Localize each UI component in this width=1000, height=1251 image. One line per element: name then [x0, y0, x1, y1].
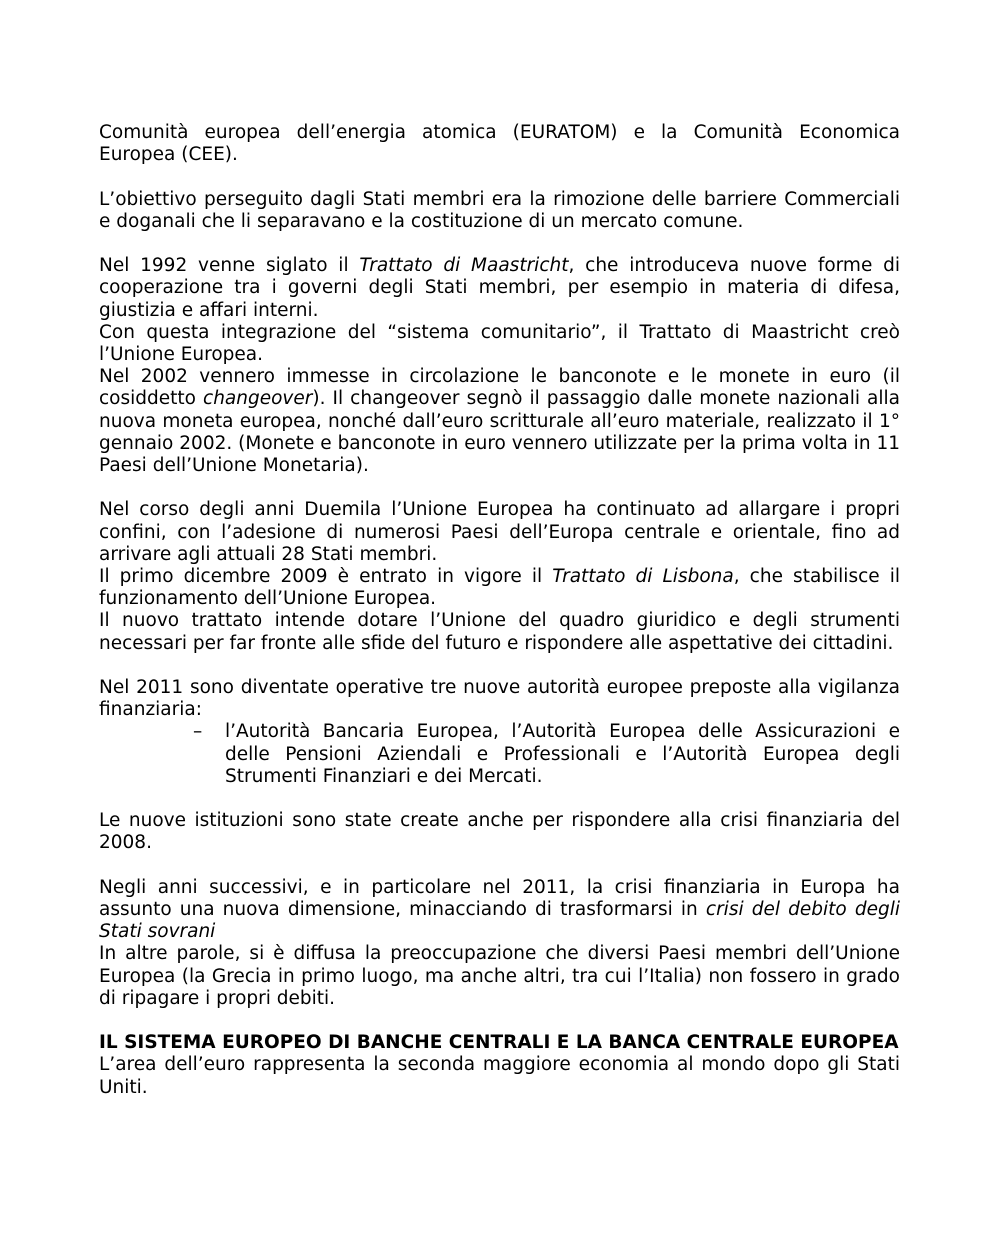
- paragraph-gap: [99, 855, 900, 877]
- text-run: , che stabilisce il funzionamento dell’Unione Europea.: [99, 566, 901, 610]
- paragraph-enlargement: Nel corso degli anni Duemila l’Unione Europea ha continuato ad allargare i propri confini, con l’adesione di numerosi Paesi dell’Europa centrale e orientale, fino ad arrivare agli attuali 28 Stati membri.: [99, 499, 900, 565]
- paragraph-gap: [99, 655, 900, 677]
- text-run: Negli anni successivi, e in particolare nel 2011, la crisi finanziaria in Europa ha assunto una nuova dimensione, minacciando di trasformarsi in: [99, 876, 900, 921]
- paragraph-changeover: [99, 366, 900, 477]
- text-run: Nel 1992 venne siglato il: [99, 255, 360, 277]
- paragraph-authorities: Nel 2011 sono diventate operative tre nuove autorità europee preposte alla vigilanza finanziaria:: [99, 677, 900, 721]
- paragraph-gap: [99, 1010, 900, 1032]
- list-item-text: l’Autorità Bancaria Europea, l’Autorità Europea delle Assicurazioni e delle Pensioni Aziendali e Professionali e l’Autorità Europea degli Strumenti Finanziari e dei Mercati.: [225, 721, 900, 787]
- paragraph-lisbona: [99, 566, 900, 610]
- document-page: [99, 122, 900, 1099]
- text-run: ). Il changeover segnò il passaggio dalle monete nazionali alla nuova moneta europea, nonché dall’euro scritturale all’euro materiale, realizzato il 1° gennaio 2002. (Monete e banconote in euro vennero utilizzate per la prima volta in 11 Paesi dell’Unione Monetaria).: [99, 388, 900, 477]
- paragraph-gap: [99, 166, 900, 188]
- italic-text-lisbona: Trattato di Lisbona: [552, 566, 734, 588]
- paragraph-maastricht: [99, 255, 900, 322]
- dash-bullet-icon: –: [193, 721, 203, 743]
- paragraph-gap: [99, 233, 900, 255]
- paragraph-concern: In altre parole, si è diffusa la preoccupazione che diversi Paesi membri dell’Unione Europea (la Grecia in primo luogo, ma anche altri, tra cui l’Italia) non fossero in grado di ripagare i propri debiti.: [99, 943, 900, 1009]
- paragraph-debt-crisis: [99, 877, 900, 944]
- list-item: [99, 721, 900, 788]
- section-heading: IL SISTEMA EUROPEO DI BANCHE CENTRALI E LA BANCA CENTRALE EUROPEA: [99, 1032, 899, 1054]
- italic-text-changeover: changeover: [203, 388, 313, 410]
- paragraph-gap: [99, 477, 900, 499]
- authorities-list: [99, 721, 900, 788]
- text-run: Nel 2002 vennero immesse in circolazione le banconote e le monete in euro (il cosiddetto: [99, 366, 900, 410]
- paragraph-euratom-cee: Comunità europea dell’energia atomica (EURATOM) e la Comunità Economica Europea (CEE).: [99, 122, 900, 166]
- italic-text-debt-crisis: crisi del debito degli Stati sovrani: [99, 899, 900, 943]
- paragraph-objective: L’obiettivo perseguito dagli Stati membri era la rimozione delle barriere Commerciali e doganali che li separavano e la costituzione di un mercato comune.: [99, 188, 900, 232]
- paragraph-new-institutions: Le nuove istituzioni sono state create anche per rispondere alla crisi finanziaria del 2008.: [99, 810, 900, 854]
- paragraph-sistema-comunitario: Con questa integrazione del “sistema comunitario”, il Trattato di Maastricht creò l’Unione Europea.: [99, 321, 900, 365]
- text-run: Il primo dicembre 2009 è entrato in vigore il: [99, 566, 553, 588]
- paragraph-new-treaty: Il nuovo trattato intende dotare l’Unione del quadro giuridico e degli strumenti necessari per far fronte alle sfide del futuro e rispondere alle aspettative dei cittadini.: [99, 610, 900, 654]
- text-run: , che introduceva nuove forme di cooperazione tra i governi degli Stati membri, per esempio in materia di difesa, giustizia e affari interni.: [99, 255, 900, 321]
- paragraph-gap: [99, 788, 900, 810]
- paragraph-euro-area: L’area dell’euro rappresenta la seconda maggiore economia al mondo dopo gli Stati Uniti.: [99, 1054, 900, 1098]
- italic-text-maastricht: Trattato di Maastricht: [359, 255, 569, 277]
